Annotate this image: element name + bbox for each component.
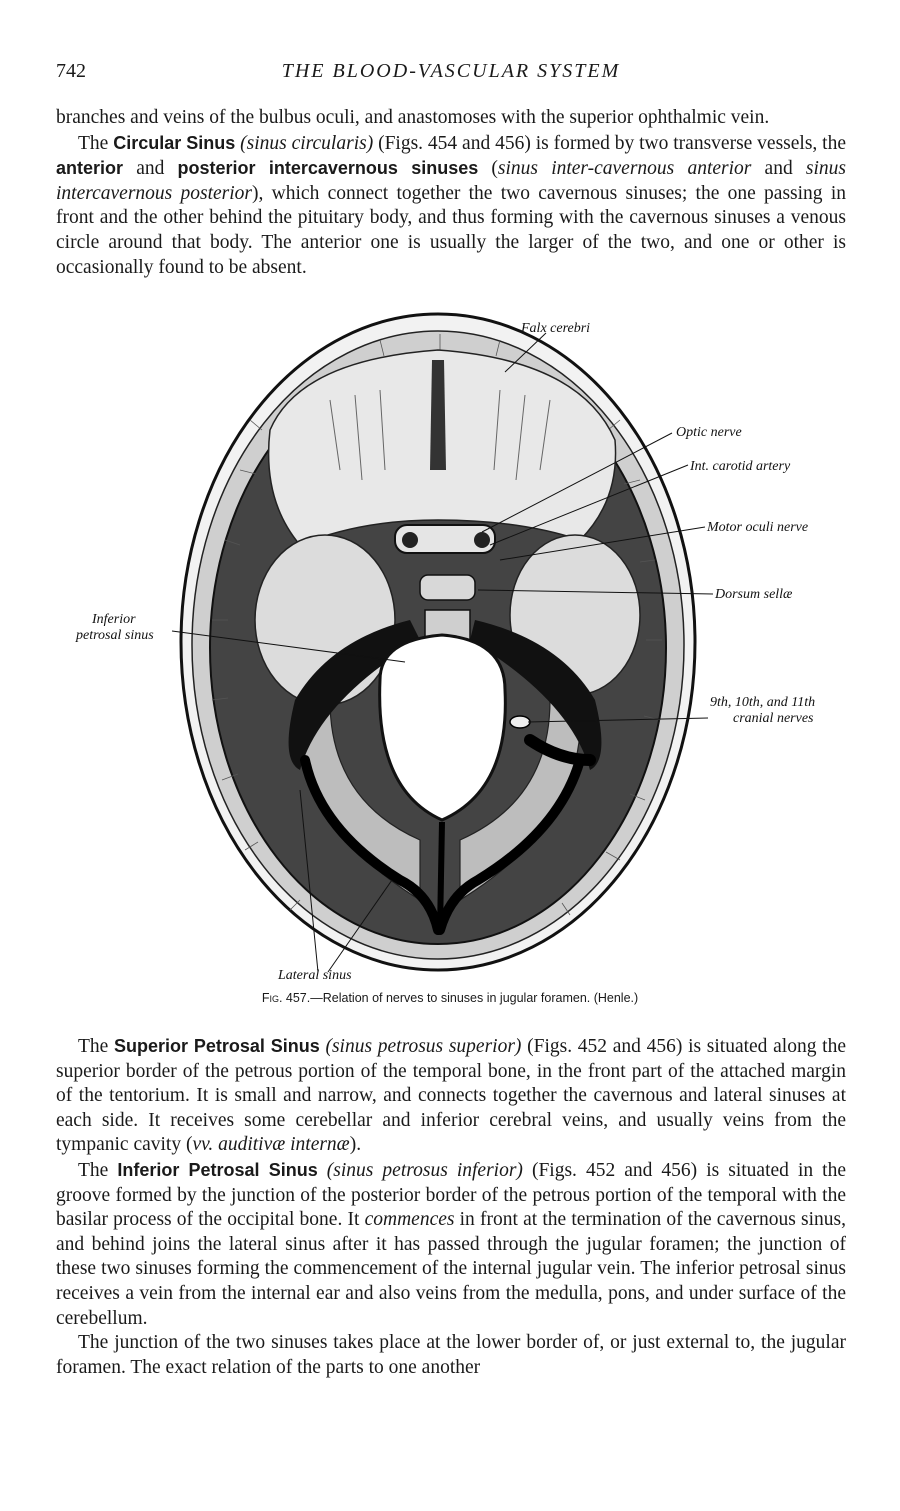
- label-inferior-petrosal-2: petrosal sinus: [76, 628, 154, 643]
- paragraph-circular-sinus: The Circular Sinus (sinus circularis) (Figs. 454 and 456) is formed by two transverse vessels, the anterior and posterior intercavernous sinuses (sinus inter-cavernous anterior and sinus intercavernous posterior), which connect together the two cavernous sinuses; the one passing in front and the other behind the pituitary body, and thus forming with the cavernous sinuses a venous circle around that body. The anterior one is usually the larger of the two, and one or other is occasionally found to be absent.: [56, 132, 847, 278]
- term-superior-petrosal-sinus: Superior Petrosal Sinus: [114, 1036, 320, 1056]
- dorsum-sellae-shape: [420, 575, 475, 600]
- optic-foramen-right: [474, 532, 490, 548]
- body-lower: [56, 1034, 846, 1380]
- label-dorsum-sellae: Dorsum sellæ: [715, 587, 793, 602]
- term-intercavernous: posterior intercavernous sinuses: [177, 158, 479, 179]
- page-number: 742: [56, 60, 86, 82]
- figure-caption-text: —Relation of nerves to sinuses in jugular foramen. (Henle.): [310, 991, 639, 1005]
- paragraph-inferior-petrosal: The Inferior Petrosal Sinus (sinus petrosus inferior) (Figs. 452 and 456) is situated in the groove formed by the junction of the posterior border of the petrous portion of the temporal with the basilar process of the occipital bone. It commences in front at the termination of the cavernous sinus, and behind joins the lateral sinus after it has passed through the jugular foramen; the junction of these two sinuses forming the commencement of the internal jugular vein. The inferior petrosal sinus receives a vein from the internal ear and also veins from the medulla, pons, and under surface of the cerebellum.: [56, 1159, 846, 1329]
- label-cranial-nerves-2: cranial nerves: [733, 711, 814, 726]
- label-motor-oculi-nerve: Motor oculi nerve: [707, 520, 809, 535]
- term-inferior-petrosal-sinus: Inferior Petrosal Sinus: [117, 1159, 318, 1180]
- term-anterior: anterior: [56, 158, 124, 179]
- figure-caption: [0, 991, 900, 1005]
- figure-number: Fig. 457.: [261, 991, 311, 1005]
- label-lateral-sinus: Lateral sinus: [278, 968, 352, 983]
- paragraph-junction: The junction of the two sinuses takes place at the lower border of, or just external to, the jugular foramen. The exact relation of the parts to one another: [56, 1332, 846, 1378]
- label-optic-nerve: Optic nerve: [676, 425, 742, 440]
- label-falx-cerebri: Falx cerebri: [521, 321, 591, 336]
- paragraph-top-text: branches and veins of the bulbus oculi, and anastomoses with the superior ophthalmic vein.: [56, 107, 770, 128]
- label-inferior-petrosal-1: Inferior: [92, 612, 136, 627]
- term-circular-sinus: Circular Sinus: [113, 132, 236, 153]
- paragraph-superior-petrosal: The Superior Petrosal Sinus (sinus petrosus superior) (Figs. 452 and 456) is situated along the superior border of the petrous portion of the temporal bone, in the front part of the attached margin of the tentorium. It is small and narrow, and connects together the cavernous and lateral sinuses at each side. It receives some cerebellar and inferior cerebral veins, and usually veins from the tympanic cavity (vv. auditivæ internæ).: [56, 1036, 846, 1156]
- optic-foramen-left: [402, 532, 418, 548]
- cranial-nerves-bundle: [510, 716, 530, 728]
- crista-galli: [430, 360, 446, 470]
- internal-occipital-crest: [440, 822, 442, 930]
- running-title: THE BLOOD-VASCULAR SYSTEM: [281, 60, 621, 82]
- label-int-carotid-artery: Int. carotid artery: [690, 459, 791, 474]
- label-cranial-nerves-1: 9th, 10th, and 11th: [710, 695, 816, 710]
